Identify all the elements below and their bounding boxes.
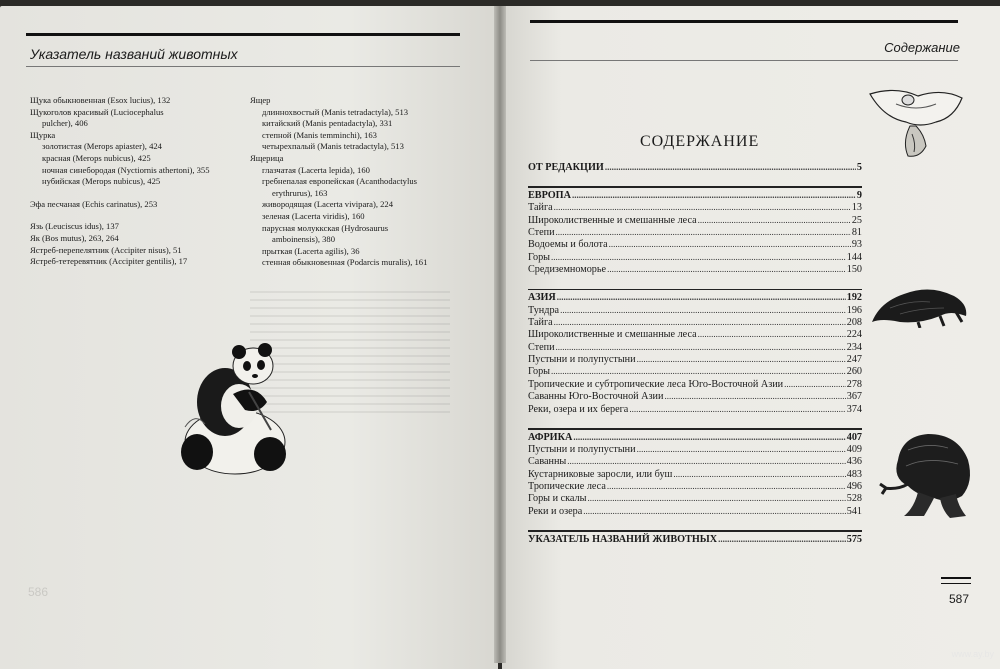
index-entry: степной (Manis temminchi), 163 [262, 129, 377, 140]
toc-section-rule [528, 289, 862, 291]
footer-rule-thin [941, 583, 971, 584]
toc-item [528, 342, 862, 354]
toc-leader-dots [698, 329, 846, 339]
toc-label: АФРИКА [528, 431, 573, 443]
toc-section [528, 534, 862, 546]
toc-page-number: 208 [846, 316, 862, 328]
panda-illustration [175, 332, 295, 477]
toc-leader-dots [554, 202, 851, 212]
index-entry: китайский (Manis pentadactyla), 331 [262, 118, 393, 129]
toc-item [528, 456, 862, 468]
index-entry: прыткая (Lacerta agilis), 36 [262, 245, 360, 256]
index-entry: Щурка [30, 129, 56, 140]
toc-label: Степи [528, 341, 555, 353]
toc-page-number: 278 [846, 378, 862, 390]
toc-leader-dots [560, 305, 846, 315]
index-entry: ночная синебородая (Nyctiornis athertoni), 355 [42, 164, 210, 175]
toc-title: СОДЕРЖАНИЕ [640, 133, 760, 150]
toc-item [528, 239, 862, 251]
toc-section-rule [528, 186, 862, 188]
toc-page-number: 224 [846, 329, 862, 341]
toc-spacer [528, 277, 862, 283]
toc-item [528, 481, 862, 493]
index-entry: зеленая (Lacerta viridis), 160 [262, 210, 365, 221]
toc-label: Тундра [528, 304, 560, 316]
toc-leader-dots [556, 342, 846, 352]
toc-leader-dots [607, 264, 846, 274]
index-entry: Ястреб-перепелятник (Accipiter nisus), 51 [30, 244, 182, 255]
toc-label: Средиземноморье [528, 264, 607, 276]
hairy-animal-illustration [878, 430, 974, 522]
toc-leader-dots [572, 190, 856, 200]
toc-item [528, 366, 862, 378]
index-entry: Щукоголов красивый (Luciocephalus [30, 106, 164, 117]
toc-item [528, 215, 862, 227]
toc-leader-dots [629, 404, 845, 414]
left-header-rule [26, 33, 460, 36]
index-entry: Ящер [250, 95, 271, 105]
toc-leader-dots [583, 506, 845, 516]
index-entry: золотистая (Merops apiaster), 424 [42, 141, 162, 152]
toc-page-number: 407 [846, 431, 862, 443]
index-entry: Язь (Leuciscus idus), 137 [30, 221, 119, 232]
toc-label: УКАЗАТЕЛЬ НАЗВАНИЙ ЖИВОТНЫХ [528, 533, 718, 545]
toc-leader-dots [573, 432, 845, 442]
index-entry: парусная молуккская (Hydrosaurus [262, 222, 389, 233]
toc-item [528, 379, 862, 391]
index-entry: Эфа песчаная (Echis carinatus), 253 [30, 198, 158, 209]
toc-label: Пустыни и полупустыни [528, 443, 636, 455]
toc-label: Горы [528, 251, 551, 263]
index-column-2 [250, 95, 470, 269]
toc-page-number: 496 [846, 481, 862, 493]
toc-leader-dots [605, 162, 856, 172]
toc-page-number: 5 [856, 162, 862, 173]
table-of-contents [528, 162, 862, 546]
toc-page-number: 150 [846, 264, 862, 276]
toc-label: Саванны [528, 456, 567, 468]
toc-page-number: 436 [846, 456, 862, 468]
toc-page-number: 528 [846, 493, 862, 505]
toc-label: Пустыни и полупустыни [528, 354, 636, 366]
index-entry: Як (Bos mutus), 263, 264 [30, 232, 119, 243]
toc-label: Широколиственные и смешанные леса [528, 329, 697, 341]
toc-page-number: 144 [846, 251, 862, 263]
toc-item [528, 444, 862, 456]
index-entry: нубийская (Merops nubicus), 425 [42, 176, 161, 187]
toc-leader-dots [587, 493, 845, 503]
toc-page-number: 9 [856, 189, 862, 201]
toc-page-number: 409 [846, 443, 862, 455]
book-spine [494, 6, 506, 663]
toc-item [528, 317, 862, 329]
toc-leader-dots [554, 317, 846, 327]
toc-label: Кустарниковые заросли, или буш [528, 468, 673, 480]
index-entry: Щука обыкновенная (Esox lucius), 132 [30, 95, 171, 105]
toc-item [528, 252, 862, 264]
toc-label: Тайга [528, 202, 553, 214]
toc-item [528, 391, 862, 403]
toc-item [528, 227, 862, 239]
toc-leader-dots [609, 239, 851, 249]
toc-label: Широколиственные и смешанные леса [528, 214, 697, 226]
index-entry: красная (Merops nubicus), 425 [42, 152, 151, 163]
toc-label: Реки, озера и их берега [528, 403, 629, 415]
toc-page-number: 247 [846, 354, 862, 366]
toc-leader-dots [637, 354, 846, 364]
toc-leader-dots [551, 366, 846, 376]
left-header-underline [26, 66, 460, 67]
toc-page-number: 196 [846, 304, 862, 316]
toc-spacer [528, 174, 862, 180]
toc-section [528, 292, 862, 304]
toc-page-number: 13 [851, 202, 862, 214]
toc-leader-dots [718, 534, 846, 544]
index-entry: amboinensis), 380 [272, 234, 336, 245]
index-entry: pulcher), 406 [42, 118, 88, 129]
toc-label: ОТ РЕДАКЦИИ [528, 162, 604, 173]
toc-item [528, 354, 862, 366]
toc-leader-dots [567, 456, 845, 466]
toc-label: Горы [528, 366, 551, 378]
toc-item [528, 305, 862, 317]
toc-leader-dots [664, 391, 845, 401]
toc-leader-dots [698, 215, 851, 225]
toc-label: Тайга [528, 316, 553, 328]
page-number: 587 [949, 592, 970, 606]
toc-label: Степи [528, 227, 555, 239]
toc-page-number: 234 [846, 341, 862, 353]
toc-page-number: 260 [846, 366, 862, 378]
footer-rule [941, 577, 971, 579]
toc-page-number: 192 [846, 292, 862, 304]
right-header-underline [530, 60, 958, 61]
toc-leader-dots [557, 292, 846, 302]
toc-label: Горы и скалы [528, 493, 587, 505]
toc-label: Саванны Юго-Восточной Азии [528, 391, 664, 403]
toc-page-number: 541 [846, 505, 862, 517]
toc-item [528, 329, 862, 341]
right-header-rule [530, 20, 958, 23]
index-gap [30, 210, 240, 221]
toc-label: Водоемы и болота [528, 239, 608, 251]
toc-item [528, 264, 862, 276]
index-entry: четырехпалый (Manis tetradactyla), 513 [262, 141, 404, 152]
toc-item [528, 202, 862, 214]
toc-item [528, 404, 862, 416]
flying-squirrel-illustration [866, 82, 966, 162]
index-entry: Ястреб-тетеревятник (Accipiter gentilis), 17 [30, 256, 188, 267]
left-page-header: Указатель названий животных [30, 46, 238, 62]
index-entry: erythrurus), 163 [272, 187, 328, 198]
toc-page-number: 374 [846, 403, 862, 415]
watermark: www.ay.by [951, 649, 994, 659]
toc-leader-dots [556, 227, 851, 237]
toc-spacer [528, 518, 862, 524]
index-entry: гребнепалая европейская (Acanthodactylus [262, 176, 417, 187]
pangolin-illustration [870, 282, 970, 328]
toc-section [528, 190, 862, 202]
index-entry: Ящерица [250, 152, 284, 163]
toc-section-rule [528, 530, 862, 532]
index-gap [30, 188, 240, 199]
toc-leader-dots [607, 481, 846, 491]
toc-label: Тропические леса [528, 481, 606, 493]
toc-page-number: 575 [846, 533, 862, 545]
index-entry: длиннохвостый (Manis tetradactyla), 513 [262, 106, 409, 117]
toc-section-rule [528, 428, 862, 430]
index-entry: живородящая (Lacerta vivipara), 224 [262, 199, 394, 210]
toc-page-number: 81 [851, 227, 862, 239]
index-entry: глазчатая (Lacerta lepida), 160 [262, 164, 370, 175]
toc-label: АЗИЯ [528, 292, 556, 304]
toc-item [528, 469, 862, 481]
toc-label: Реки и озера [528, 505, 583, 517]
toc-page-number: 25 [851, 214, 862, 226]
toc-page-number: 93 [851, 239, 862, 251]
toc-section [528, 162, 862, 174]
toc-spacer [528, 416, 862, 422]
left-page-number-bleed: 586 [28, 585, 49, 599]
toc-item [528, 506, 862, 518]
toc-page-number: 367 [846, 391, 862, 403]
toc-section [528, 432, 862, 444]
toc-item [528, 493, 862, 505]
toc-page-number: 483 [846, 468, 862, 480]
toc-leader-dots [637, 444, 846, 454]
index-entry: стенная обыкновенная (Podarcis muralis), 161 [262, 257, 428, 268]
right-page-header: Содержание [884, 40, 960, 55]
index-column-1 [30, 95, 240, 268]
toc-label: Тропические и субтропические леса Юго-Восточной Азии [528, 378, 784, 390]
toc-leader-dots [673, 469, 845, 479]
toc-leader-dots [784, 379, 846, 389]
toc-label: ЕВРОПА [528, 189, 571, 201]
toc-leader-dots [551, 252, 846, 262]
